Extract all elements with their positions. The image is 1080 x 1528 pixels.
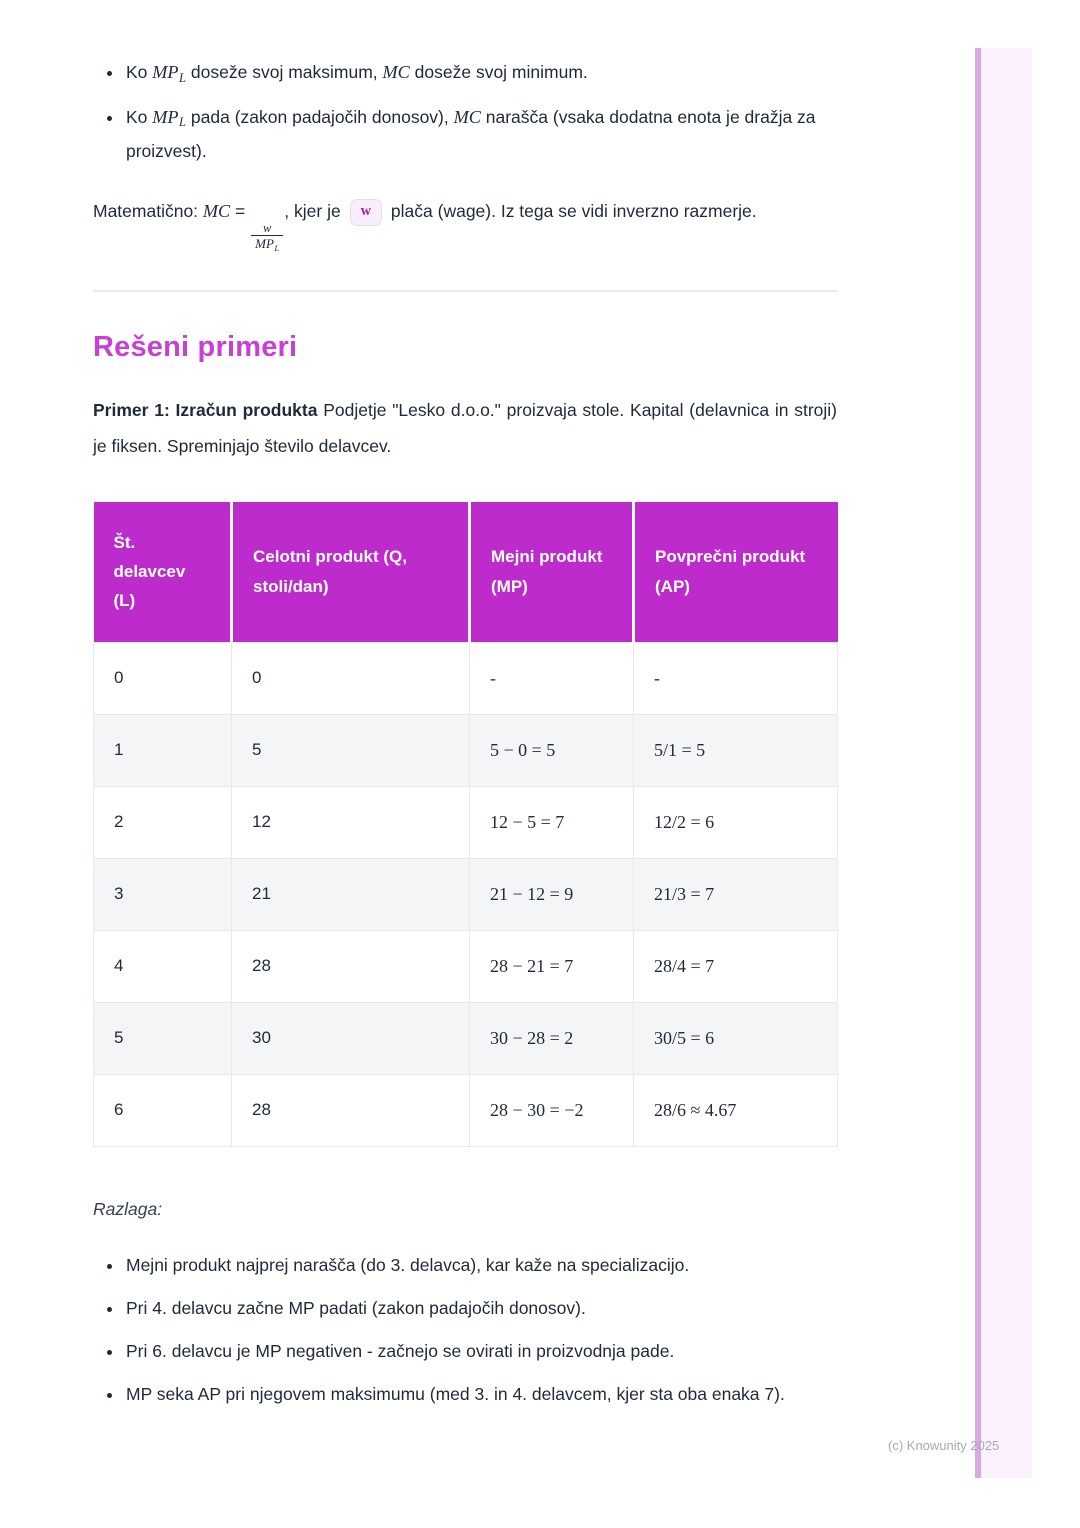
fraction-numerator: w xyxy=(263,221,272,236)
table-cell: 0 xyxy=(232,642,470,714)
table-header-row xyxy=(94,502,838,642)
table-cell: 30 xyxy=(232,1002,470,1074)
table-header xyxy=(94,502,838,642)
text-segment: pada (zakon padajočih donosov), xyxy=(186,106,454,127)
list-item: • MP seka AP pri njegovem maksimumu (med 3. in 4. delavcem, kjer sta oba enaka 7). xyxy=(124,1378,837,1411)
table-cell: 1 xyxy=(94,714,232,786)
table-cell: 12/2 = 6 xyxy=(634,786,838,858)
math-subscript: L xyxy=(179,70,187,85)
formula-paragraph xyxy=(93,193,837,253)
list-item: • Mejni produkt najprej narašča (do 3. delavca), kar kaže na specializacijo. xyxy=(124,1249,837,1282)
text-segment: Ko xyxy=(126,106,153,127)
text-segment: doseže svoj minimum. xyxy=(409,62,588,82)
table-cell: 28/4 = 7 xyxy=(634,930,838,1002)
table-cell: 3 xyxy=(94,858,232,930)
list-item xyxy=(124,101,837,167)
explanation-label: Razlaga: xyxy=(93,1198,163,1219)
table-cell: 21 − 12 = 9 xyxy=(470,858,634,930)
column-header-marginal-product: Mejni produkt (MP) xyxy=(470,502,634,642)
table-cell: 30/5 = 6 xyxy=(634,1002,838,1074)
fraction-denominator: MPL xyxy=(251,235,283,253)
text-segment: narašča (vsaka dodatna enota je dražja za proizvest). xyxy=(126,106,816,161)
table-cell: - xyxy=(634,642,838,714)
right-accent-bar xyxy=(975,48,1032,1478)
table-cell: 2 xyxy=(94,786,232,858)
math-var-mpl: MP xyxy=(152,62,179,82)
table-cell: 12 xyxy=(232,786,470,858)
column-header-average-product: Povprečni produkt (AP) xyxy=(634,502,838,642)
math-var-mc: MC xyxy=(453,106,481,127)
table-cell: 21/3 = 7 xyxy=(634,858,838,930)
table-cell: 5 − 0 = 5 xyxy=(470,714,634,786)
fraction-w-over-mpl xyxy=(251,222,283,253)
math-var-mpl: MP xyxy=(152,106,179,127)
section-divider xyxy=(93,290,837,292)
w-code-chip: w xyxy=(350,199,382,226)
explanation-bullet-list xyxy=(93,1249,837,1411)
table-body xyxy=(94,642,838,1146)
table-cell: 12 − 5 = 7 xyxy=(470,786,634,858)
text-segment: kjer je xyxy=(294,201,346,222)
table-row xyxy=(94,714,838,786)
table-row xyxy=(94,642,838,714)
table-row xyxy=(94,1074,838,1146)
table-cell: 28/6 ≈ 4.67 xyxy=(634,1074,838,1146)
column-header-total-product: Celotni produkt (Q, stoli/dan) xyxy=(232,502,470,642)
example-intro-paragraph xyxy=(93,393,837,465)
text-segment: plača (wage). Iz tega se vidi inverzno razmerje. xyxy=(386,201,757,222)
table-row xyxy=(94,858,838,930)
list-item: • Pri 4. delavcu začne MP padati (zakon padajočih donosov). xyxy=(124,1292,837,1325)
table-row xyxy=(94,786,838,858)
table-row xyxy=(94,1002,838,1074)
table-cell: 28 xyxy=(232,930,470,1002)
equals-sign: = xyxy=(230,201,251,222)
section-heading: Rešeni primeri xyxy=(93,331,298,364)
table-cell: 5/1 = 5 xyxy=(634,714,838,786)
list-item xyxy=(124,56,837,90)
text-segment: Matematično: xyxy=(93,201,203,222)
text-segment: Podjetje "Lesko d.o.o." proizvaja stole. Kapital (delavnica in stroji) je fiksen. Spreminjajo število delavcev. xyxy=(93,400,837,456)
table-cell: 5 xyxy=(232,714,470,786)
example-title: Primer 1: Izračun produkta xyxy=(93,400,318,421)
table-cell: 30 − 28 = 2 xyxy=(470,1002,634,1074)
text-segment: doseže svoj maksimum, xyxy=(186,62,383,82)
copyright-footer: (c) Knowunity 2025 xyxy=(888,1438,1000,1453)
list-item: • Pri 6. delavcu je MP negativen - začnejo se ovirati in proizvodnja pade. xyxy=(124,1335,837,1368)
text-segment: , xyxy=(284,201,295,222)
math-var-mc: MC xyxy=(382,62,410,82)
product-table xyxy=(93,502,838,1147)
table-cell: 6 xyxy=(94,1074,232,1146)
table-cell: 0 xyxy=(94,642,232,714)
column-header-workers: Št. delavcev (L) xyxy=(94,502,232,642)
table-cell: 28 − 30 = −2 xyxy=(470,1074,634,1146)
text-segment: Ko xyxy=(126,62,153,82)
table-cell: 28 − 21 = 7 xyxy=(470,930,634,1002)
table-cell: 4 xyxy=(94,930,232,1002)
math-subscript: L xyxy=(179,115,187,130)
table-cell: 28 xyxy=(232,1074,470,1146)
document-page xyxy=(93,0,837,1421)
table-cell: - xyxy=(470,642,634,714)
table-cell: 21 xyxy=(232,858,470,930)
intro-bullet-list xyxy=(93,0,837,167)
table-cell: 5 xyxy=(94,1002,232,1074)
table-row xyxy=(94,930,838,1002)
math-var-mc: MC xyxy=(202,201,231,222)
